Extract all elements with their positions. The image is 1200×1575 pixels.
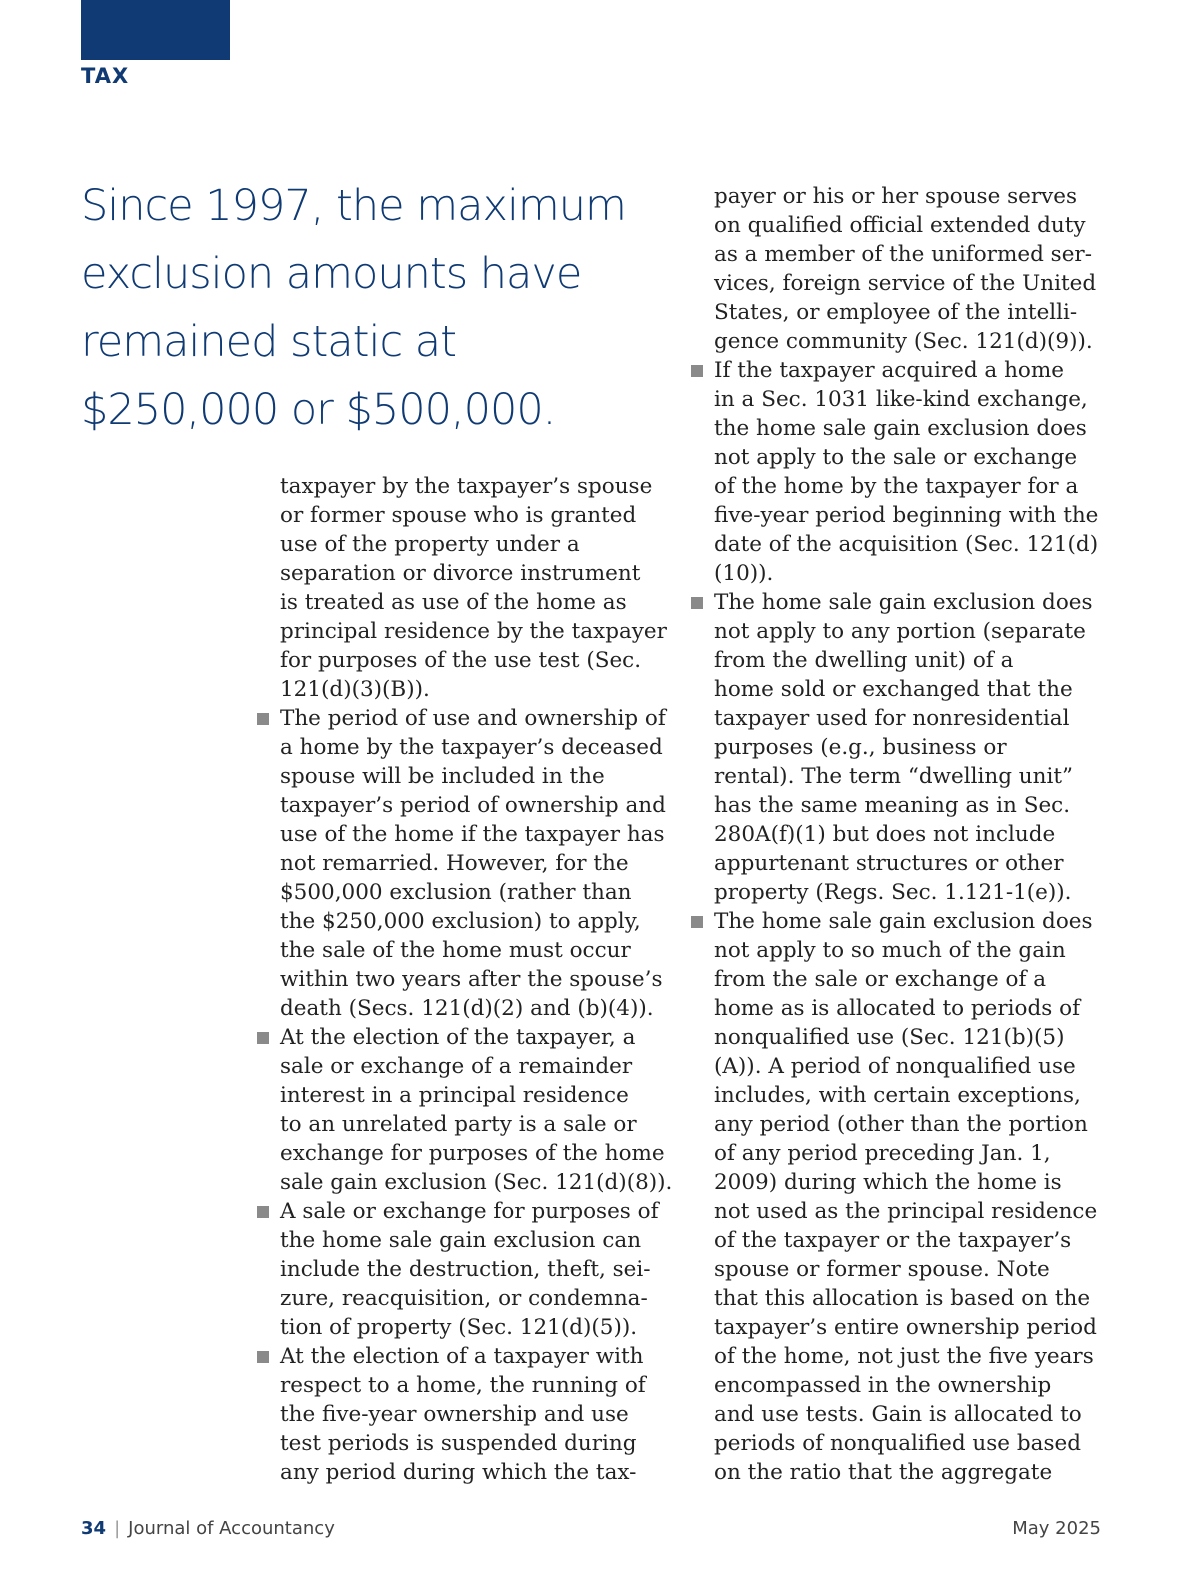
header-accent-bar bbox=[81, 0, 230, 60]
list-item: A sale or exchange for purposes of the home sale gain exclusion can include the destruction, theft, sei- zure, reacquisition, or condemna- tion of property (Sec. 121(d)(5)). bbox=[256, 1197, 676, 1342]
right-column bbox=[690, 182, 1110, 1487]
list-item: The home sale gain exclusion does not apply to any portion (separate from the dwelling unit) of a home sold or exchanged that the taxpayer used for nonresidential purposes (e.g., business or rental). The term “dwelling unit” has the same meaning as in Sec. 280A(f)(1) but does not include appurtenant structures or other property (Regs. Sec. 1.121-1(e)). bbox=[690, 588, 1110, 907]
left-column bbox=[256, 472, 676, 1487]
footer-separator: | bbox=[114, 1518, 121, 1539]
publication-name: Journal of Accountancy bbox=[128, 1518, 335, 1539]
list-item: If the taxpayer acquired a home in a Sec. 1031 like-kind exchange, the home sale gain exclusion does not apply to the sale or exchange of the home by the taxpayer for a five-year period beginning with the date of the acquisition (Sec. 121(d) (10)). bbox=[690, 356, 1110, 588]
list-item: At the election of a taxpayer with respect to a home, the running of the five-year ownership and use test periods is suspended during any period during which the tax- bbox=[256, 1342, 676, 1487]
section-label: TAX bbox=[81, 64, 130, 88]
continued-paragraph: taxpayer by the taxpayer’s spouse or former spouse who is granted use of the property under a separation or divorce instrument is treated as use of the home as principal residence by the taxpayer for purposes of the use test (Sec. 121(d)(3)(B)). bbox=[280, 474, 667, 702]
list-item: At the election of the taxpayer, a sale or exchange of a remainder interest in a principal residence to an unrelated party is a sale or exchange for purposes of the home sale gain exclusion (Sec. 121(d)(8)). bbox=[256, 1023, 676, 1197]
footer bbox=[81, 1518, 335, 1539]
list-item: The home sale gain exclusion does not apply to so much of the gain from the sale or exchange of a home as is allocated to periods of nonqualified use (Sec. 121(b)(5) (A)). A period of nonqualified use includes, with certain exceptions, any period (other than the portion of any period preceding Jan. 1, 2009) during which the home is not used as the principal residence of the taxpayer or the taxpayer’s spouse or former spouse. Note that this allocation is based on the taxpayer’s entire ownership period of the home, not just the five years encompassed in the ownership and use tests. Gain is allocated to periods of nonqualified use based on the ratio that the aggregate bbox=[690, 907, 1110, 1487]
page-number: 34 bbox=[81, 1518, 107, 1539]
list-item: The period of use and ownership of a home by the taxpayer’s deceased spouse will be included in the taxpayer’s period of ownership and use of the home if the taxpayer has not remarried. However, for the $500,000 exclusion (rather than the $250,000 exclusion) to apply, the sale of the home must occur within two years after the spouse’s death (Secs. 121(d)(2) and (b)(4)). bbox=[256, 704, 676, 1023]
continued-paragraph: payer or his or her spouse serves on qualified official extended duty as a member of the uniformed ser- vices, foreign service of the United States, or employee of the intelli- gence community (Sec. 121(d)(9)). bbox=[714, 184, 1097, 354]
pull-quote: Since 1997, the maximum exclusion amounts have remained static at $250,000 or $500,000. bbox=[81, 181, 626, 435]
issue-date: May 2025 bbox=[1012, 1518, 1101, 1539]
